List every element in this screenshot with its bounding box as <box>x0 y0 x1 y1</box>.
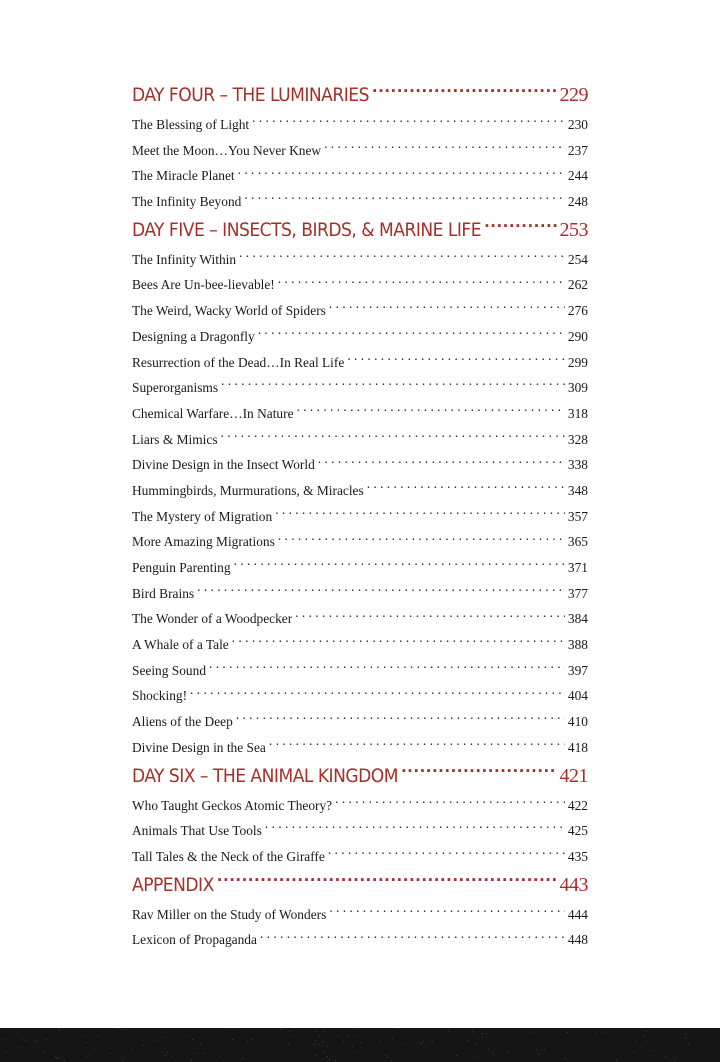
entry-title: Designing a Dragonfly <box>132 328 255 344</box>
band-texture-speck <box>165 1055 166 1056</box>
entry-title: Aliens of the Deep <box>132 714 233 730</box>
band-texture-speck <box>337 1035 338 1036</box>
entry-title: Hummingbirds, Murmurations, & Miracles <box>132 482 364 498</box>
page-number: 421 <box>559 764 588 787</box>
band-texture-speck <box>482 1033 483 1034</box>
band-texture-speck <box>646 1031 647 1032</box>
band-texture-speck <box>636 1041 637 1042</box>
toc-entry[interactable] <box>132 529 588 555</box>
band-texture-speck <box>122 1060 123 1061</box>
band-texture-speck <box>200 1044 201 1045</box>
page-number: 448 <box>567 932 588 948</box>
entry-title: Bees Are Un-bee-lievable! <box>132 277 275 293</box>
dot-leader <box>239 250 565 263</box>
dot-leader <box>372 82 557 101</box>
band-texture-speck <box>242 1058 243 1059</box>
toc-entry[interactable] <box>132 632 588 658</box>
band-texture-speck <box>82 1036 83 1037</box>
band-texture-speck <box>430 1041 431 1042</box>
band-texture-speck <box>343 1041 344 1042</box>
band-texture-speck <box>488 1049 489 1050</box>
band-texture-speck <box>288 1044 289 1045</box>
band-texture-speck <box>6 1052 7 1053</box>
section-title: DAY SIX – THE ANIMAL KINGDOM <box>132 764 398 787</box>
entry-title: The Mystery of Migration <box>132 508 273 524</box>
band-texture-speck <box>486 1033 487 1034</box>
band-texture-speck <box>97 1035 98 1036</box>
band-texture-speck <box>126 1029 127 1030</box>
band-texture-speck <box>643 1036 644 1037</box>
entry-title: A Whale of a Tale <box>132 637 229 653</box>
toc-entry[interactable] <box>132 683 588 709</box>
band-texture-speck <box>538 1053 539 1054</box>
section-title: DAY FOUR – THE LUMINARIES <box>132 84 369 106</box>
band-texture-speck <box>64 1060 65 1061</box>
band-texture-speck <box>192 1039 193 1040</box>
band-texture-speck <box>335 1060 336 1061</box>
dot-leader <box>278 533 565 546</box>
band-texture-speck <box>327 1046 328 1047</box>
band-texture-speck <box>641 1046 642 1047</box>
band-texture-speck <box>456 1055 457 1056</box>
band-texture-speck <box>357 1051 358 1052</box>
band-texture-speck <box>633 1051 634 1052</box>
band-texture-speck <box>86 1042 87 1043</box>
dot-leader <box>367 482 565 495</box>
band-texture-speck <box>533 1032 534 1033</box>
dot-leader <box>197 584 565 597</box>
band-texture-speck <box>319 1035 320 1036</box>
page-number: 237 <box>567 142 588 158</box>
band-texture-speck <box>698 1046 699 1047</box>
band-texture-speck <box>392 1038 393 1039</box>
page-number: 348 <box>567 482 588 498</box>
page-number: 290 <box>567 328 588 344</box>
toc-entry[interactable] <box>132 298 588 324</box>
band-texture-speck <box>204 1053 205 1054</box>
entry-title: The Blessing of Light <box>132 117 250 132</box>
footer-dark-band <box>0 1028 720 1062</box>
band-texture-speck <box>37 1040 38 1041</box>
band-texture-speck <box>86 1057 87 1058</box>
band-texture-speck <box>110 1053 111 1054</box>
page-number: 318 <box>567 405 588 421</box>
entry-title: More Amazing Migrations <box>132 534 275 550</box>
band-texture-speck <box>323 1030 324 1031</box>
band-texture-speck <box>474 1056 475 1057</box>
band-texture-speck <box>219 1057 220 1058</box>
toc-entry[interactable] <box>132 189 588 215</box>
entry-title: Seeing Sound <box>132 662 207 678</box>
page-number: 443 <box>559 873 588 896</box>
page-number: 230 <box>567 117 588 132</box>
dot-leader <box>238 167 565 180</box>
band-texture-speck <box>323 1042 324 1043</box>
band-texture-speck <box>354 1029 355 1030</box>
dot-leader <box>278 276 565 289</box>
entry-title: Liars & Mimics <box>132 431 218 447</box>
toc-entry[interactable] <box>132 504 588 530</box>
band-texture-speck <box>290 1035 291 1036</box>
dot-leader <box>347 353 565 366</box>
page-number: 388 <box>567 637 588 653</box>
toc-entry[interactable] <box>132 555 588 581</box>
band-texture-speck <box>61 1033 62 1034</box>
toc-entry[interactable] <box>132 793 588 819</box>
page-number: 410 <box>567 714 588 730</box>
entry-title: Tall Tales & the Neck of the Giraffe <box>132 848 325 864</box>
band-texture-speck <box>314 1044 315 1045</box>
band-texture-speck <box>536 1049 537 1050</box>
band-texture-speck <box>385 1055 386 1056</box>
toc-entry[interactable] <box>132 478 588 504</box>
toc-entry[interactable] <box>132 272 588 298</box>
toc-entry[interactable] <box>132 902 588 928</box>
band-texture-speck <box>247 1041 248 1042</box>
band-texture-speck <box>318 1044 319 1045</box>
band-texture-speck <box>43 1052 44 1053</box>
band-texture-speck <box>686 1034 687 1035</box>
dot-leader <box>217 872 557 891</box>
entry-title: Meet the Moon…You Never Knew <box>132 142 322 158</box>
entry-title: Who Taught Geckos Atomic Theory? <box>132 797 333 813</box>
page-number: 254 <box>567 251 588 267</box>
toc-entry[interactable] <box>132 658 588 684</box>
entry-title: The Miracle Planet <box>132 168 235 184</box>
entry-title: Bird Brains <box>132 585 195 601</box>
band-texture-speck <box>133 1038 134 1039</box>
band-texture-speck <box>17 1033 18 1034</box>
section-title: DAY FIVE – INSECTS, BIRDS, & MARINE LIFE <box>132 218 482 241</box>
band-texture-speck <box>650 1050 651 1051</box>
dot-leader <box>221 430 565 443</box>
toc-section-heading[interactable] <box>132 870 588 902</box>
page-number: 404 <box>567 688 588 704</box>
toc-entry[interactable] <box>132 324 588 350</box>
entry-title: The Wonder of a Woodpecker <box>132 611 293 627</box>
band-texture-speck <box>472 1030 473 1031</box>
band-texture-speck <box>232 1039 233 1040</box>
toc-section-heading[interactable] <box>132 80 588 112</box>
band-texture-speck <box>567 1032 568 1033</box>
entry-title: Shocking! <box>132 688 188 704</box>
toc-entry[interactable] <box>132 350 588 376</box>
band-texture-speck <box>616 1059 617 1060</box>
band-texture-speck <box>252 1039 253 1040</box>
dot-leader <box>401 763 557 782</box>
entry-title: Animals That Use Tools <box>132 823 262 839</box>
dot-leader <box>269 738 565 751</box>
band-texture-speck <box>685 1038 686 1039</box>
page-number: 262 <box>567 277 588 293</box>
entry-title: The Weird, Wacky World of Spiders <box>132 303 326 319</box>
band-texture-speck <box>391 1060 392 1061</box>
table-of-contents <box>132 80 588 953</box>
band-texture-speck <box>89 1054 90 1055</box>
band-texture-speck <box>57 1058 58 1059</box>
band-texture-speck <box>352 1046 353 1047</box>
dot-leader <box>329 302 565 315</box>
band-texture-speck <box>379 1041 380 1042</box>
band-texture-speck <box>324 1052 325 1053</box>
toc-entry[interactable] <box>132 375 588 401</box>
band-texture-speck <box>154 1040 155 1041</box>
page-number: 328 <box>567 431 588 447</box>
page-number: 444 <box>567 906 588 922</box>
band-texture-speck <box>596 1033 597 1034</box>
band-texture-speck <box>674 1060 675 1061</box>
page-number: 253 <box>559 218 588 241</box>
toc-section-heading[interactable] <box>132 761 588 793</box>
dot-leader <box>232 636 565 649</box>
toc-entry[interactable] <box>132 818 588 844</box>
band-texture-speck <box>189 1035 190 1036</box>
section-title: APPENDIX <box>132 873 214 896</box>
toc-entry[interactable] <box>132 247 588 273</box>
band-texture-speck <box>316 1030 317 1031</box>
page-number: 397 <box>567 662 588 678</box>
dot-leader <box>265 822 565 835</box>
band-texture-speck <box>280 1029 281 1030</box>
page-number: 248 <box>567 194 588 210</box>
band-texture-speck <box>605 1032 606 1033</box>
band-texture-speck <box>475 1044 476 1045</box>
band-texture-speck <box>327 1056 328 1057</box>
toc-entry[interactable] <box>132 606 588 632</box>
dot-leader <box>236 713 565 726</box>
dot-leader <box>258 327 565 340</box>
entry-title: The Infinity Within <box>132 251 237 267</box>
toc-entry[interactable] <box>132 427 588 453</box>
toc-entry[interactable] <box>132 138 588 164</box>
toc-section-heading[interactable] <box>132 215 588 247</box>
band-texture-speck <box>5 1039 6 1040</box>
band-texture-speck <box>121 1029 122 1030</box>
dot-leader <box>190 687 565 700</box>
band-texture-speck <box>514 1049 515 1050</box>
page-number: 244 <box>567 168 588 184</box>
page-number: 365 <box>567 534 588 550</box>
page-number: 377 <box>567 585 588 601</box>
dot-leader <box>324 141 565 154</box>
band-texture-speck <box>21 1047 22 1048</box>
band-texture-speck <box>329 1059 330 1060</box>
page-number: 357 <box>567 508 588 524</box>
toc-entry[interactable] <box>132 112 588 138</box>
band-texture-speck <box>387 1057 388 1058</box>
band-texture-speck <box>482 1037 483 1038</box>
entry-title: Lexicon of Propaganda <box>132 932 257 948</box>
band-texture-speck <box>398 1028 399 1029</box>
band-texture-speck <box>544 1049 545 1050</box>
dot-leader <box>244 193 565 206</box>
band-texture-speck <box>315 1040 316 1041</box>
dot-leader <box>275 507 565 520</box>
page-number: 384 <box>567 611 588 627</box>
entry-title: Penguin Parenting <box>132 560 231 575</box>
page-number: 338 <box>567 457 588 473</box>
band-texture-speck <box>315 1055 316 1056</box>
page-number: 276 <box>567 303 588 319</box>
band-texture-speck <box>565 1058 566 1059</box>
toc-entry[interactable] <box>132 927 588 953</box>
band-texture-speck <box>59 1030 60 1031</box>
page-number: 435 <box>567 848 588 864</box>
band-texture-speck <box>237 1028 238 1029</box>
toc-entry[interactable] <box>132 735 588 761</box>
dot-leader <box>484 217 556 236</box>
band-texture-speck <box>301 1046 302 1047</box>
band-texture-speck <box>357 1035 358 1036</box>
dot-leader <box>252 116 565 129</box>
entry-title: Divine Design in the Insect World <box>132 457 315 473</box>
band-texture-speck <box>688 1044 689 1045</box>
band-texture-speck <box>171 1057 172 1058</box>
band-texture-speck <box>289 1031 290 1032</box>
dot-leader <box>335 796 565 809</box>
toc-entry[interactable] <box>132 844 588 870</box>
page-number: 309 <box>567 380 588 396</box>
band-texture-speck <box>473 1033 474 1034</box>
dot-leader <box>295 610 565 623</box>
page-number: 229 <box>559 84 588 106</box>
band-texture-speck <box>226 1028 227 1029</box>
band-texture-speck <box>191 1059 192 1060</box>
page-number: 418 <box>567 739 588 755</box>
band-texture-speck <box>25 1040 26 1041</box>
band-texture-speck <box>46 1039 47 1040</box>
band-texture-speck <box>58 1028 59 1029</box>
band-texture-speck <box>348 1036 349 1037</box>
band-texture-speck <box>55 1057 56 1058</box>
toc-entry[interactable] <box>132 401 588 427</box>
toc-entry[interactable] <box>132 452 588 478</box>
band-texture-speck <box>118 1028 119 1029</box>
dot-leader <box>328 847 565 860</box>
dot-leader <box>234 559 565 572</box>
dot-leader <box>297 404 565 417</box>
toc-entry[interactable] <box>132 581 588 607</box>
band-texture-speck <box>492 1052 493 1053</box>
band-texture-speck <box>143 1045 144 1046</box>
toc-entry[interactable] <box>132 709 588 735</box>
entry-title: Rav Miller on the Study of Wonders <box>132 906 327 922</box>
dot-leader <box>209 661 565 674</box>
entry-title: Chemical Warfare…In Nature <box>132 405 294 421</box>
entry-title: Divine Design in the Sea <box>132 739 266 755</box>
band-texture-speck <box>167 1052 168 1053</box>
entry-title: The Infinity Beyond <box>132 194 242 210</box>
band-texture-speck <box>194 1053 195 1054</box>
page-number: 425 <box>567 823 588 839</box>
dot-leader <box>318 456 565 469</box>
entry-title: Resurrection of the Dead…In Real Life <box>132 354 345 370</box>
toc-entry[interactable] <box>132 163 588 189</box>
dot-leader <box>260 931 565 944</box>
band-texture-speck <box>165 1037 166 1038</box>
band-texture-speck <box>360 1042 361 1043</box>
band-texture-speck <box>423 1041 424 1042</box>
band-texture-speck <box>132 1049 133 1050</box>
band-texture-speck <box>468 1040 469 1041</box>
dot-leader <box>329 905 565 918</box>
page-number: 299 <box>567 354 588 370</box>
band-texture-speck <box>507 1051 508 1052</box>
band-texture-speck <box>421 1043 422 1044</box>
dot-leader <box>221 379 565 392</box>
page-number: 422 <box>567 797 588 813</box>
band-texture-speck <box>34 1041 35 1042</box>
band-texture-speck <box>665 1056 666 1057</box>
page-number: 371 <box>567 560 588 575</box>
band-texture-speck <box>402 1044 403 1045</box>
band-texture-speck <box>448 1030 449 1031</box>
entry-title: Superorganisms <box>132 380 219 396</box>
band-texture-speck <box>432 1041 433 1042</box>
